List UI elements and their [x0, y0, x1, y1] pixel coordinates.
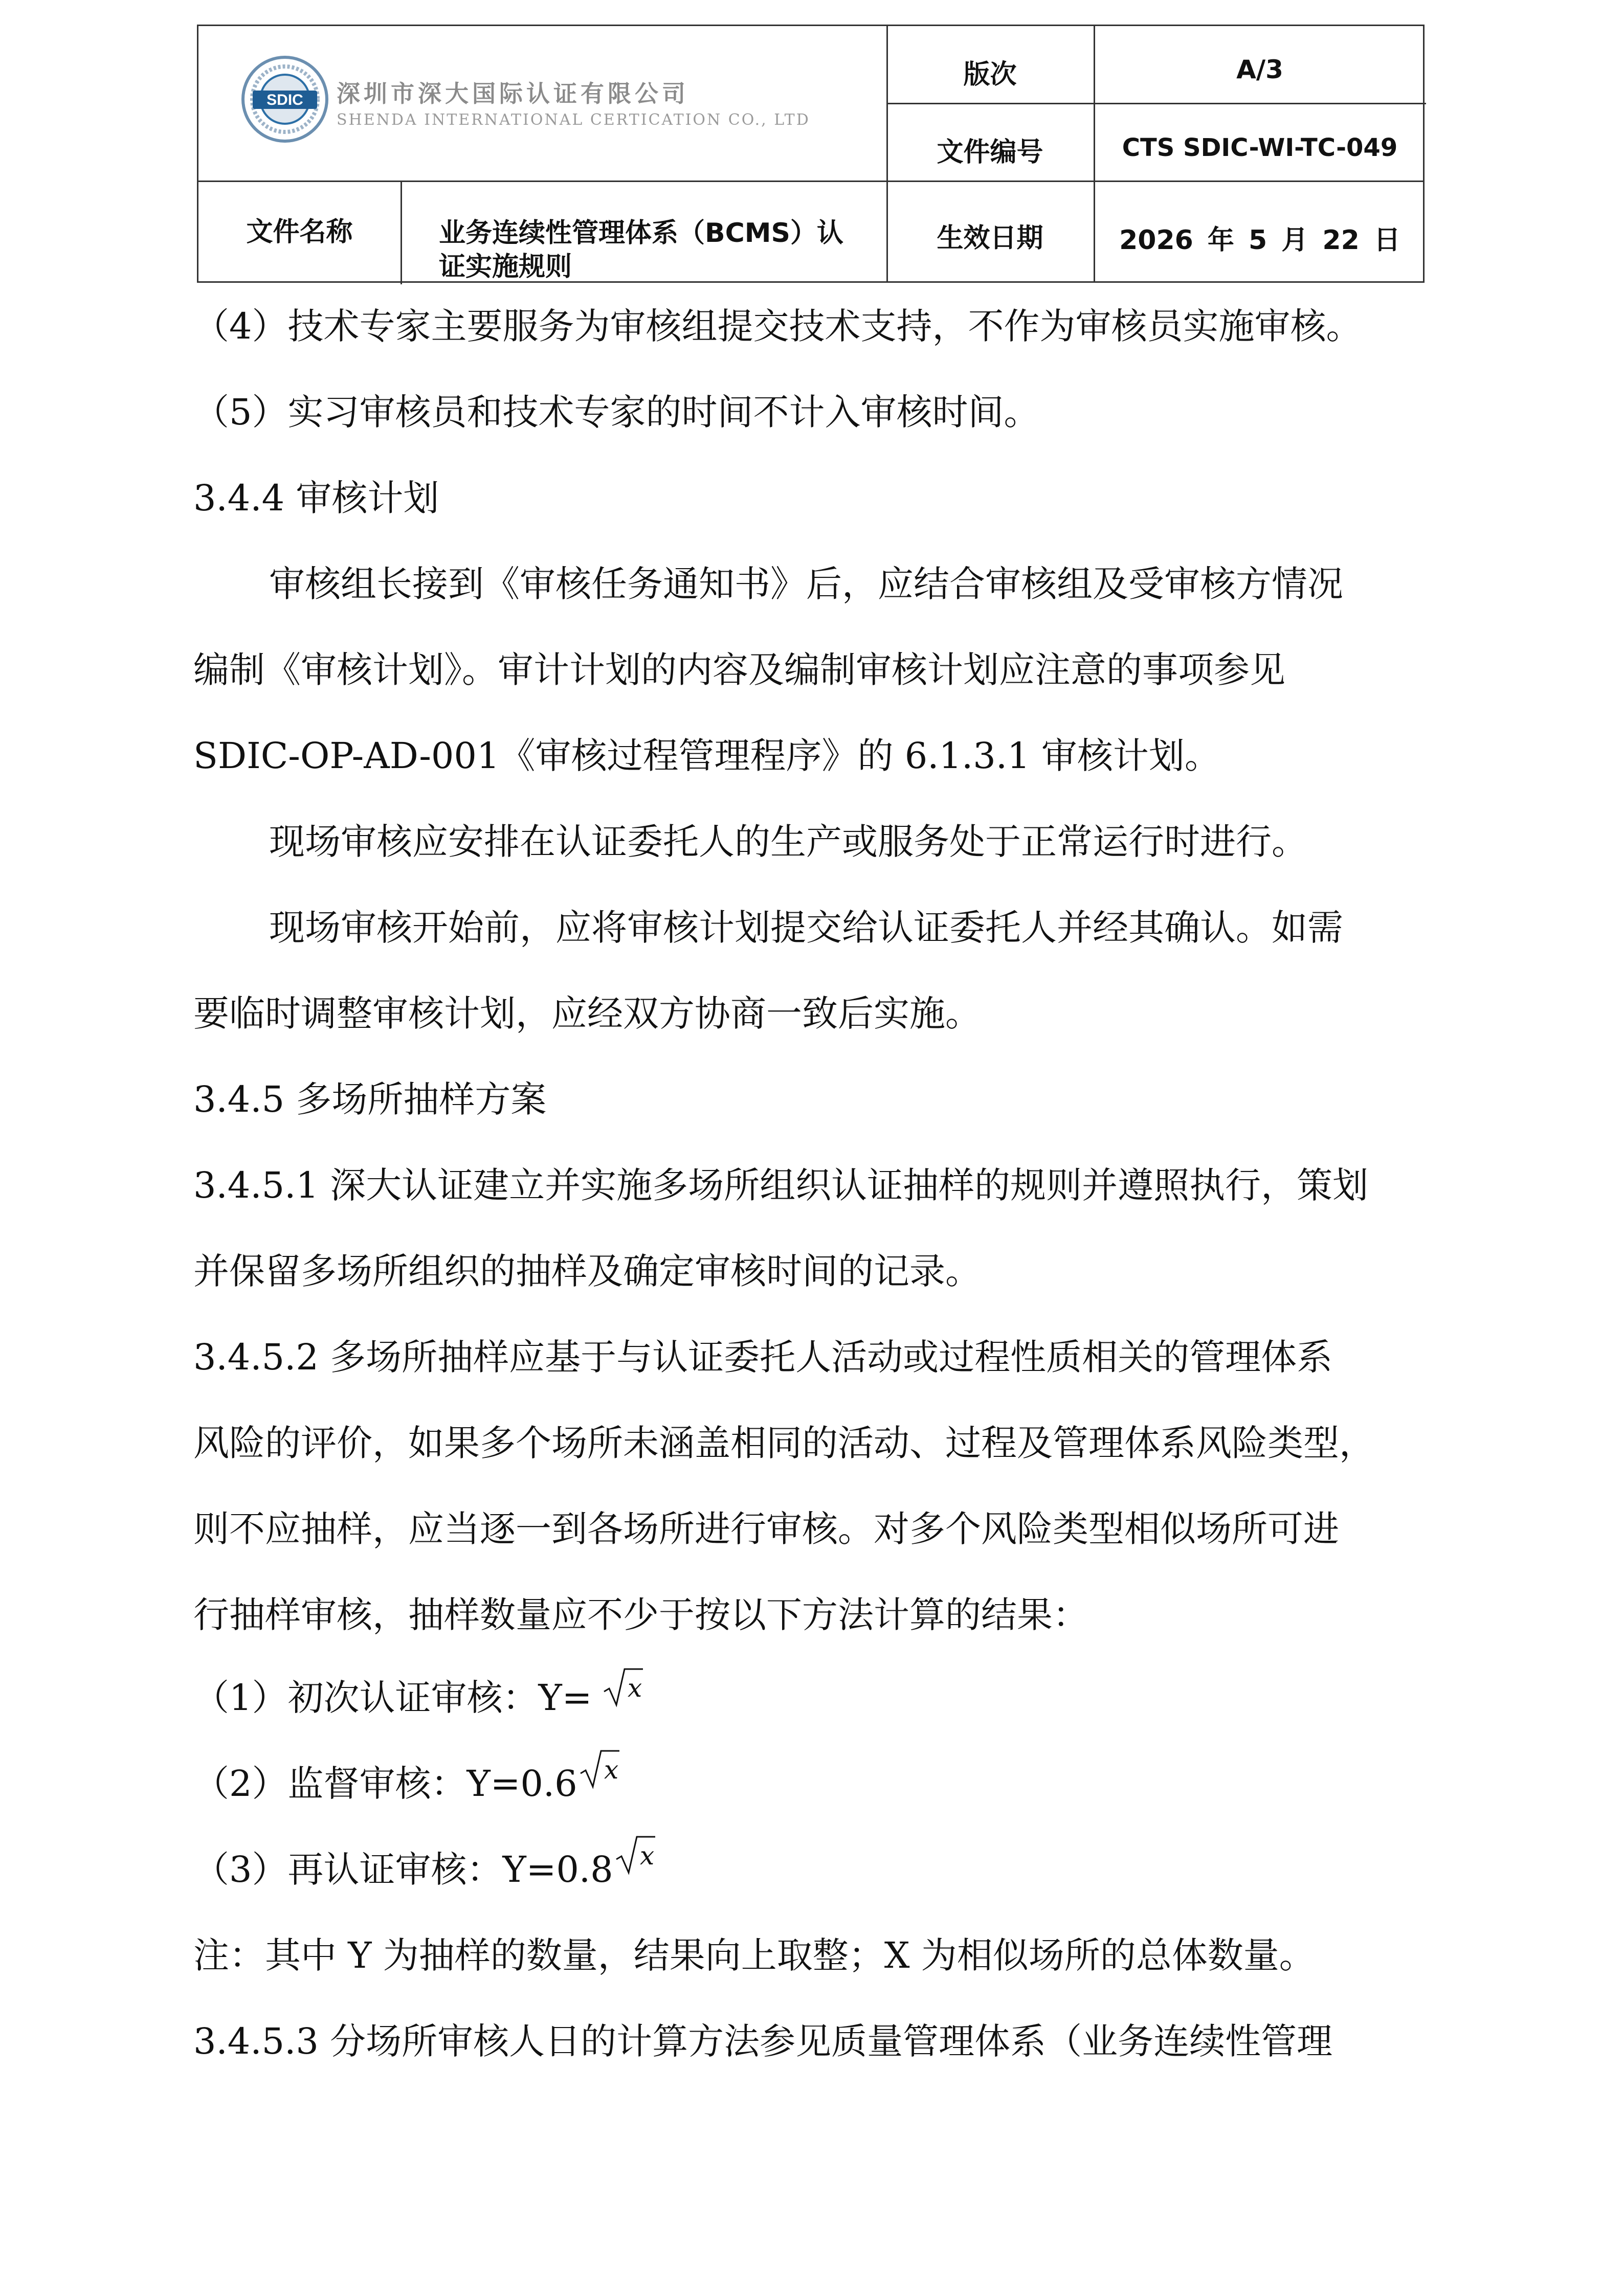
file-name-label: 文件名称 [246, 217, 353, 247]
section-heading-3-4-5: 3.4.5 多场所抽样方案 [193, 1078, 547, 1120]
effective-date-label: 生效日期 [937, 223, 1043, 254]
paragraph-3-4-5-2-line4: 行抽样审核，抽样数量应不少于按以下方法计算的结果： [193, 1594, 1088, 1636]
company-name-en: SHENDA INTERNATIONAL CERTICATION CO., LTD [337, 111, 810, 129]
version-label: 版次 [963, 59, 1017, 90]
formula-label: （1）初次认证审核：Y= [193, 1677, 592, 1719]
paragraph-technical-expert: （4）技术专家主要服务为审核组提交技术支持，不作为审核员实施审核。 [193, 305, 1362, 347]
divider [401, 181, 402, 284]
paragraph-audit-plan-line1: 审核组长接到《审核任务通知书》后，应结合审核组及受审核方情况 [269, 563, 1343, 605]
sqrt-x-icon [614, 1833, 656, 1890]
paragraph-3-4-5-2-line3: 则不应抽样，应当逐一到各场所进行审核。对多个风险类型相似场所可进 [193, 1508, 1339, 1550]
company-name-cn: 深圳市深大国际认证有限公司 [337, 80, 689, 107]
svg-text:x: x [639, 1841, 654, 1871]
svg-text:x: x [604, 1755, 618, 1785]
file-name-value-line2: 证实施规则 [439, 252, 572, 282]
doc-number-label: 文件编号 [937, 137, 1043, 168]
paragraph-3-4-5-1-line2: 并保留多场所组织的抽样及确定审核时间的记录。 [193, 1250, 981, 1292]
paragraph-audit-plan-line2: 编制《审核计划》。审计计划的内容及编制审核计划应注意的事项参见 [193, 649, 1285, 691]
formula-label: （3）再认证审核：Y=0.8 [193, 1849, 613, 1890]
svg-text:SDIC: SDIC [266, 92, 303, 108]
paragraph-3-4-5-2-line1: 3.4.5.2 多场所抽样应基于与认证委托人活动或过程性质相关的管理体系 [193, 1336, 1333, 1378]
file-name-value-line1: 业务连续性管理体系（BCMS）认 [439, 218, 843, 249]
paragraph-3-4-5-2-line2: 风险的评价，如果多个场所未涵盖相同的活动、过程及管理体系风险类型， [193, 1422, 1375, 1464]
sqrt-x-icon [579, 1747, 620, 1804]
formula-label: （2）监督审核：Y=0.6 [193, 1763, 577, 1805]
divider [886, 103, 1426, 104]
sqrt-x-icon [602, 1665, 644, 1722]
paragraph-onsite-audit: 现场审核应安排在认证委托人的生产或服务处于正常运行时进行。 [269, 821, 1307, 863]
formula-recertification-audit [193, 1841, 1441, 1901]
effective-date-value: 2026 年 5 月 22 日 [1119, 225, 1400, 256]
formula-surveillance-audit [193, 1755, 1441, 1815]
paragraph-plan-confirm-line2: 要临时调整审核计划，应经双方协商一致后实施。 [193, 993, 981, 1034]
paragraph-3-4-5-3: 3.4.5.3 分场所审核人日的计算方法参见质量管理体系（业务连续性管理 [193, 2020, 1333, 2062]
logo-seal-icon [241, 56, 328, 143]
formula-initial-audit [193, 1672, 1441, 1729]
paragraph-plan-confirm-line1: 现场审核开始前，应将审核计划提交给认证委托人并经其确认。如需 [269, 907, 1343, 949]
paragraph-intern-auditor: （5）实习审核员和技术专家的时间不计入审核时间。 [193, 391, 1040, 433]
paragraph-3-4-5-1-line1: 3.4.5.1 深大认证建立并实施多场所组织认证抽样的规则并遵照执行，策划 [193, 1164, 1369, 1206]
divider [198, 181, 1423, 182]
section-heading-3-4-4: 3.4.4 审核计划 [193, 477, 439, 519]
company-logo [241, 56, 810, 158]
doc-number-value: CTS SDIC-WI-TC-049 [1122, 133, 1398, 162]
note-sampling: 注：其中 Y 为抽样的数量，结果向上取整；X 为相似场所的总体数量。 [193, 1934, 1315, 1976]
document-header-table [197, 25, 1425, 283]
svg-text:x: x [628, 1673, 642, 1703]
paragraph-audit-plan-line3: SDIC-OP-AD-001《审核过程管理程序》的 6.1.3.1 审核计划。 [193, 735, 1220, 777]
version-value: A/3 [1236, 55, 1283, 84]
